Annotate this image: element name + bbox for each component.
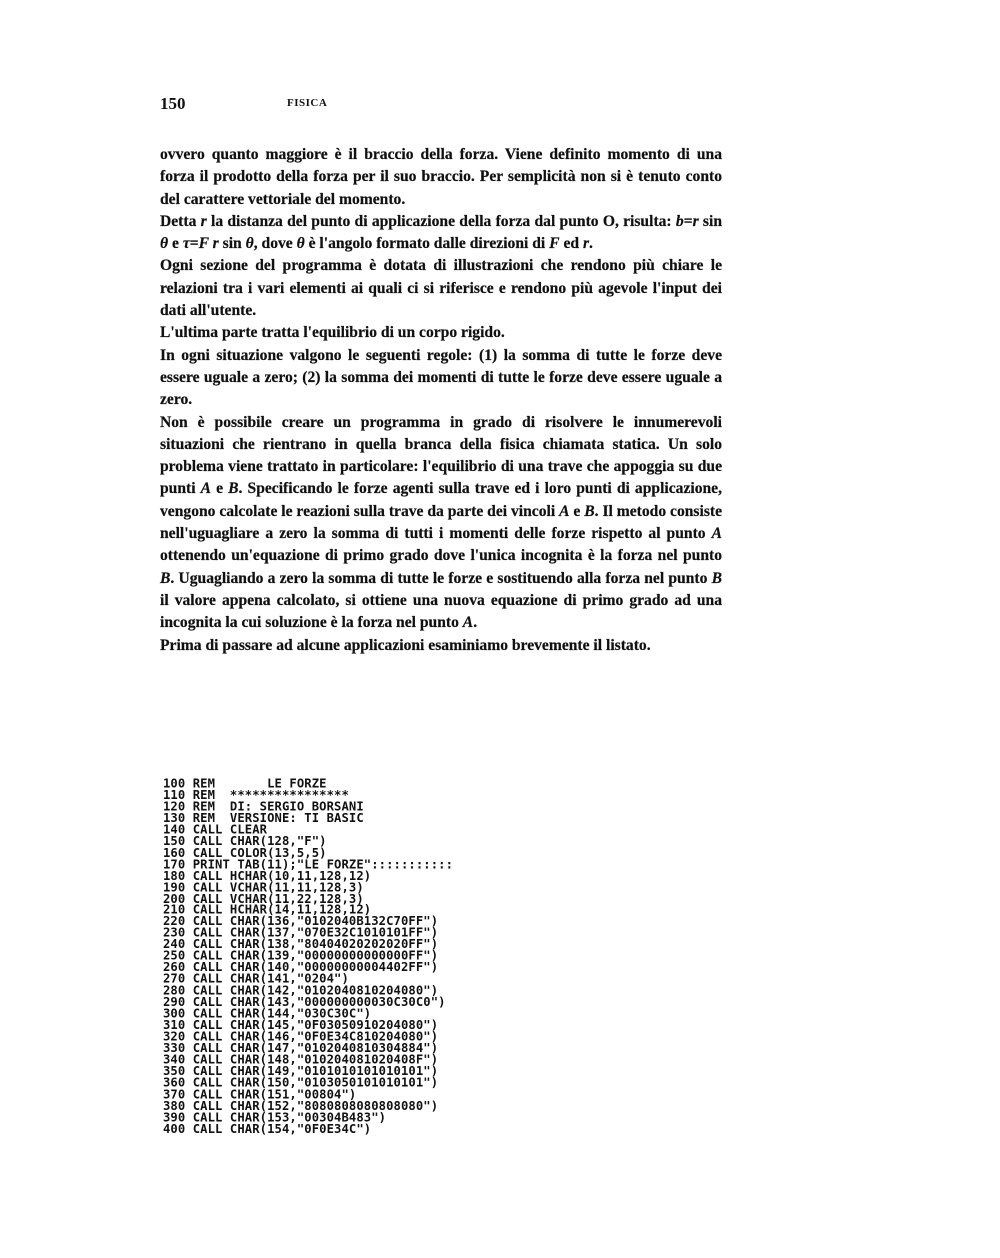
text-run: . Il metodo consiste nell'uguagliare a zero la somma di tutti i momenti delle forze rispetto al punto xyxy=(160,502,722,543)
running-head: FISICA xyxy=(287,97,328,109)
program-listing xyxy=(163,775,583,1136)
paragraph xyxy=(160,322,722,344)
code-line: 330 CALL CHAR(147,"0102040810304884") xyxy=(163,1040,439,1056)
code-line: 130 REM VERSIONE: TI BASIC xyxy=(163,810,364,826)
italic-symbol: r xyxy=(200,212,207,230)
text-run: = xyxy=(189,235,199,253)
code-line: 280 CALL CHAR(142,"0102040810204080") xyxy=(163,982,439,998)
code-line: 120 REM DI: SERGIO BORSANI xyxy=(163,798,364,814)
italic-symbol: τ xyxy=(182,235,190,253)
code-line: 350 CALL CHAR(149,"0101010101010101") xyxy=(163,1063,439,1079)
italic-symbol: F r xyxy=(198,235,219,253)
code-line: 310 CALL CHAR(145,"0F03050910204080") xyxy=(163,1017,439,1033)
code-line: 390 CALL CHAR(153,"00304B483") xyxy=(163,1109,387,1125)
italic-symbol: A xyxy=(559,502,570,520)
text-run: In ogni situazione valgono le seguenti regole: (1) la somma di tutte le forze deve essere uguale a zero; (2) la somma dei momenti di tutte le forze deve essere uguale a zero. xyxy=(160,346,722,409)
italic-symbol: θ xyxy=(160,235,169,253)
paragraph xyxy=(160,144,722,211)
text-run: Ogni sezione del programma è dotata di illustrazioni che rendono più chiare le relazioni tra i vari elementi ai quali ci si riferisce e rendono più agevole l'input dei dati all'utente. xyxy=(160,257,722,320)
text-run: = xyxy=(683,212,693,230)
italic-symbol: θ xyxy=(296,235,305,253)
text-run: e xyxy=(168,235,183,253)
text-run: sin xyxy=(698,212,722,230)
code-line: 160 CALL COLOR(13,5,5) xyxy=(163,844,327,860)
text-run: e xyxy=(569,502,585,520)
italic-symbol: B xyxy=(584,502,595,520)
code-line: 320 CALL CHAR(146,"0F0E34C810204080") xyxy=(163,1028,439,1044)
code-line: 300 CALL CHAR(144,"030C30C") xyxy=(163,1005,372,1021)
italic-symbol: B xyxy=(160,569,171,587)
text-run: è l'angolo formato dalle direzioni di xyxy=(304,235,550,253)
italic-symbol: r xyxy=(692,212,699,230)
text-run: . Specificando le forze agenti sulla trave ed i loro punti di applicazione, vengono calcolate le reazioni sulla trave da parte dei vincoli xyxy=(160,480,723,520)
code-line: 370 CALL CHAR(151,"00804") xyxy=(163,1086,357,1102)
paragraph xyxy=(160,345,722,412)
italic-symbol: A xyxy=(462,614,474,632)
text-run: ed xyxy=(559,235,583,253)
italic-symbol: B xyxy=(711,569,722,587)
text-run: sin xyxy=(218,235,246,253)
italic-symbol: F xyxy=(549,235,560,253)
italic-symbol: B xyxy=(228,480,239,498)
text-run: Non è possibile creare un programma in grado di risolvere le innumerevoli situazioni che rientrano in quella branca della fisica chiamata statica. Un solo problema viene trattato in particolare: l'equilibrio di una trave che appoggia su due punti xyxy=(160,413,722,498)
code-line: 140 CALL CLEAR xyxy=(163,821,268,837)
italic-symbol: θ xyxy=(245,235,254,253)
code-line: 210 CALL HCHAR(14,11,128,12) xyxy=(163,902,372,918)
text-run: ovvero quanto maggiore è il braccio della forza. Viene definito momento di una forza il prodotto della forza per il suo braccio. Per semplicità non si è tenuto conto del carattere vettoriale del momento. xyxy=(160,146,722,208)
code-line: 100 REM LE FORZE xyxy=(163,775,327,791)
code-line: 360 CALL CHAR(150,"0103050101010101") xyxy=(163,1074,439,1090)
code-line: 170 PRINT TAB(11);"LE FORZE"::::::::::: xyxy=(163,856,454,872)
code-line: 290 CALL CHAR(143,"000000000030C30C0") xyxy=(163,994,446,1010)
paragraph xyxy=(160,211,722,256)
code-line: 150 CALL CHAR(128,"F") xyxy=(163,833,327,849)
text-run: Prima di passare ad alcune applicazioni esaminiamo brevemente il listato. xyxy=(160,636,651,654)
text-run: ottenendo un'equazione di primo grado dove l'unica incognita è la forza nel punto xyxy=(160,547,722,565)
paragraph xyxy=(160,412,722,635)
text-run: la distanza del punto di applicazione della forza dal punto O, risulta: xyxy=(206,212,676,230)
code-line: 190 CALL VCHAR(11,11,128,3) xyxy=(163,879,364,895)
italic-symbol: r xyxy=(582,235,590,253)
code-line: 260 CALL CHAR(140,"00000000004402FF") xyxy=(163,959,439,975)
italic-symbol: A xyxy=(711,525,722,543)
italic-symbol: A xyxy=(200,480,212,498)
paragraph xyxy=(160,255,722,322)
code-line: 200 CALL VCHAR(11,22,128,3) xyxy=(163,890,364,906)
code-line: 380 CALL CHAR(152,"8080808080808080") xyxy=(163,1097,439,1113)
text-run: , dove xyxy=(253,235,297,253)
text-run: . Uguagliando a zero la somma di tutte le forze e sostituendo alla forza nel punto xyxy=(170,569,712,587)
code-line: 250 CALL CHAR(139,"00000000000000FF") xyxy=(163,948,439,964)
code-line: 340 CALL CHAR(148,"010204081020408F") xyxy=(163,1051,439,1067)
code-line: 270 CALL CHAR(141,"0204") xyxy=(163,971,349,987)
body-text xyxy=(160,144,722,657)
text-run: e xyxy=(211,480,229,498)
text-run: il valore appena calcolato, si ottiene una nuova equazione di primo grado ad una incognita la cui soluzione è la forza nel punto xyxy=(160,591,722,632)
italic-symbol: b xyxy=(675,212,684,230)
text-run: . xyxy=(589,235,593,253)
text-run: . xyxy=(473,614,478,632)
code-line: 400 CALL CHAR(154,"0F0E34C") xyxy=(163,1120,372,1136)
code-line: 220 CALL CHAR(136,"0102040B132C70FF") xyxy=(163,913,439,929)
code-line: 240 CALL CHAR(138,"80404020202020FF") xyxy=(163,936,439,952)
code-line: 180 CALL HCHAR(10,11,128,12) xyxy=(163,867,372,883)
text-run: Detta xyxy=(160,212,201,230)
paragraph xyxy=(160,635,722,657)
code-line: 230 CALL CHAR(137,"070E32C1010101FF") xyxy=(163,925,439,941)
page-number: 150 xyxy=(160,94,186,113)
code-line: 110 REM **************** xyxy=(163,787,349,803)
text-run: L'ultima parte tratta l'equilibrio di un corpo rigido. xyxy=(160,324,505,342)
page-header xyxy=(160,94,730,118)
